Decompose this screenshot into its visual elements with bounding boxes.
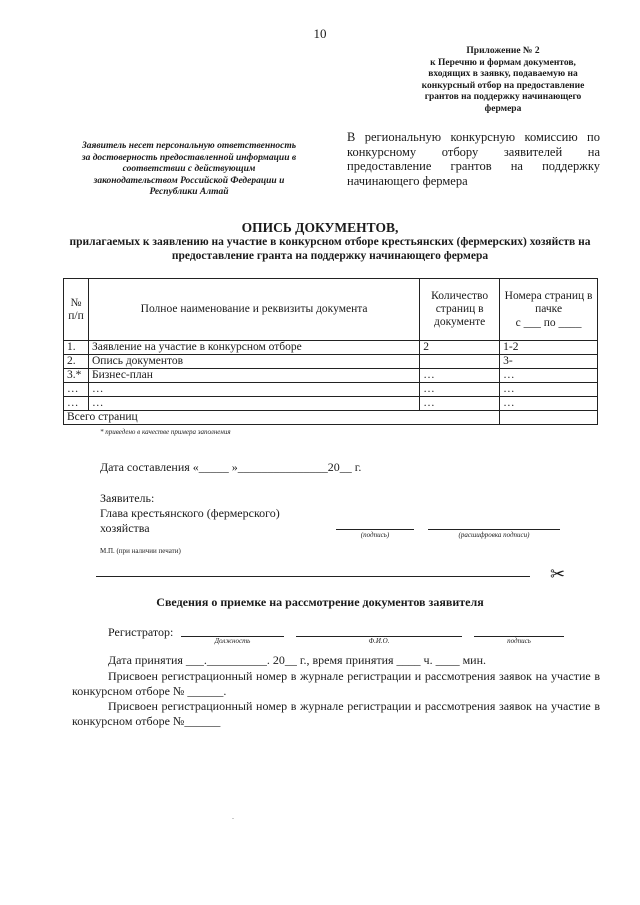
cell-count: … — [420, 369, 500, 383]
stamp-note: М.П. (при наличии печати) — [100, 547, 181, 555]
appendix-line: грантов на поддержку начинающего — [424, 92, 582, 102]
appendix-line: входящих в заявку, подаваемую на — [428, 69, 578, 79]
appendix-line: фермера — [484, 103, 522, 114]
cell-num: 3.* — [64, 369, 89, 383]
table-row — [64, 369, 598, 383]
cell-pages: 3- — [500, 355, 598, 369]
signature-label: (подпись) — [360, 531, 390, 539]
signature-decode-label: (расшифровка подписи) — [458, 531, 530, 539]
header-count: Количество страниц в документе — [420, 279, 500, 341]
fio-label: Ф.И.О. — [368, 637, 390, 645]
position-label: Должность — [214, 637, 251, 645]
cell-pages: … — [500, 397, 598, 411]
total-value — [500, 411, 598, 425]
responsibility-line: Республики Алтай — [149, 187, 229, 197]
registration-number-2: Присвоен регистрационный номер в журнале регистрации и рассмотрения заявок на участие в конкурсном отборе №______ — [72, 699, 600, 728]
addressee-block: В региональную конкурсную комиссию по конкурсному отбору заявителей на предоставление грантов на поддержку начинающего фермера — [347, 130, 600, 188]
responsibility-line: соответствии с действующим — [122, 164, 256, 174]
cell-num: 1. — [64, 341, 89, 355]
table-total-row — [64, 411, 598, 425]
table-header-row — [64, 279, 598, 341]
cell-pages: … — [500, 369, 598, 383]
appendix-line: конкурсный отбор на предоставление — [421, 80, 585, 91]
cell-name: Заявление на участие в конкурсном отборе — [88, 341, 419, 355]
table-footnote: * приведено в качестве примера заполнения — [100, 428, 231, 436]
registration-number-1: Присвоен регистрационный номер в журнале регистрации и рассмотрения заявок на участие в конкурсном отборе № ______. — [72, 669, 600, 698]
cut-line — [96, 576, 530, 577]
cell-count: 2 — [420, 341, 500, 355]
cell-count — [420, 355, 500, 369]
page-number: 10 — [313, 26, 327, 41]
document-title: ОПИСЬ ДОКУМЕНТОВ, — [241, 220, 399, 235]
receipt-title: Сведения о приемке на рассмотрение документов заявителя — [156, 595, 484, 609]
cell-count: … — [420, 397, 500, 411]
appendix-header — [398, 46, 608, 115]
table-row — [64, 397, 598, 411]
acceptance-date: Дата принятия ___.__________. 20__ г., время принятия ____ ч. ____ мин. — [108, 653, 487, 667]
table-row — [64, 355, 598, 369]
applicant-position-cont: хозяйства — [100, 521, 150, 535]
responsibility-line: законодательством Российской Федерации и — [93, 175, 285, 186]
cell-pages: … — [500, 383, 598, 397]
appendix-line: к Перечню и формам документов, — [430, 57, 576, 68]
cell-name: Опись документов — [88, 355, 419, 369]
appendix-line: Приложение № 2 — [466, 46, 540, 56]
responsibility-note — [60, 141, 318, 199]
document-subtitle: прилагаемых к заявлению на участие в конкурсном отборе крестьянских (фермерских) хозяйств на предоставление гранта на поддержку начинающего фермера — [69, 236, 591, 262]
header-pages-range: с ___ по ____ — [515, 316, 582, 329]
cell-name: … — [88, 397, 419, 411]
cell-name: Бизнес-план — [88, 369, 419, 383]
cell-pages: 1-2 — [500, 341, 598, 355]
signature-line — [336, 529, 414, 530]
cell-num: … — [64, 383, 89, 397]
applicant-position: Глава крестьянского (фермерского) — [100, 506, 280, 520]
registrar-signature-label: подпись — [507, 637, 531, 645]
header-num: № п/п — [64, 279, 89, 341]
cell-num: … — [64, 397, 89, 411]
applicant-block — [100, 491, 280, 536]
total-label: Всего страниц — [64, 411, 500, 425]
header-pages-label: Номера страниц в пачке — [504, 289, 593, 315]
scissors-icon: ✂ — [550, 564, 566, 584]
header-name: Полное наименование и реквизиты документа — [88, 279, 419, 341]
header-pages — [500, 279, 598, 341]
cell-num: 2. — [64, 355, 89, 369]
stray-mark: . — [232, 812, 234, 821]
responsibility-line: за достоверность предоставленной информации в — [81, 152, 297, 163]
table-row — [64, 383, 598, 397]
registrar-label: Регистратор: — [108, 625, 174, 639]
responsibility-line: Заявитель несет персональную ответственность — [81, 141, 297, 151]
table-row — [64, 341, 598, 355]
signature-decode-line — [428, 529, 560, 530]
cell-count: … — [420, 383, 500, 397]
cell-name: … — [88, 383, 419, 397]
compilation-date: Дата составления «_____ »_______________20__ г. — [100, 460, 362, 474]
documents-table — [63, 278, 598, 425]
applicant-label: Заявитель: — [100, 491, 155, 505]
